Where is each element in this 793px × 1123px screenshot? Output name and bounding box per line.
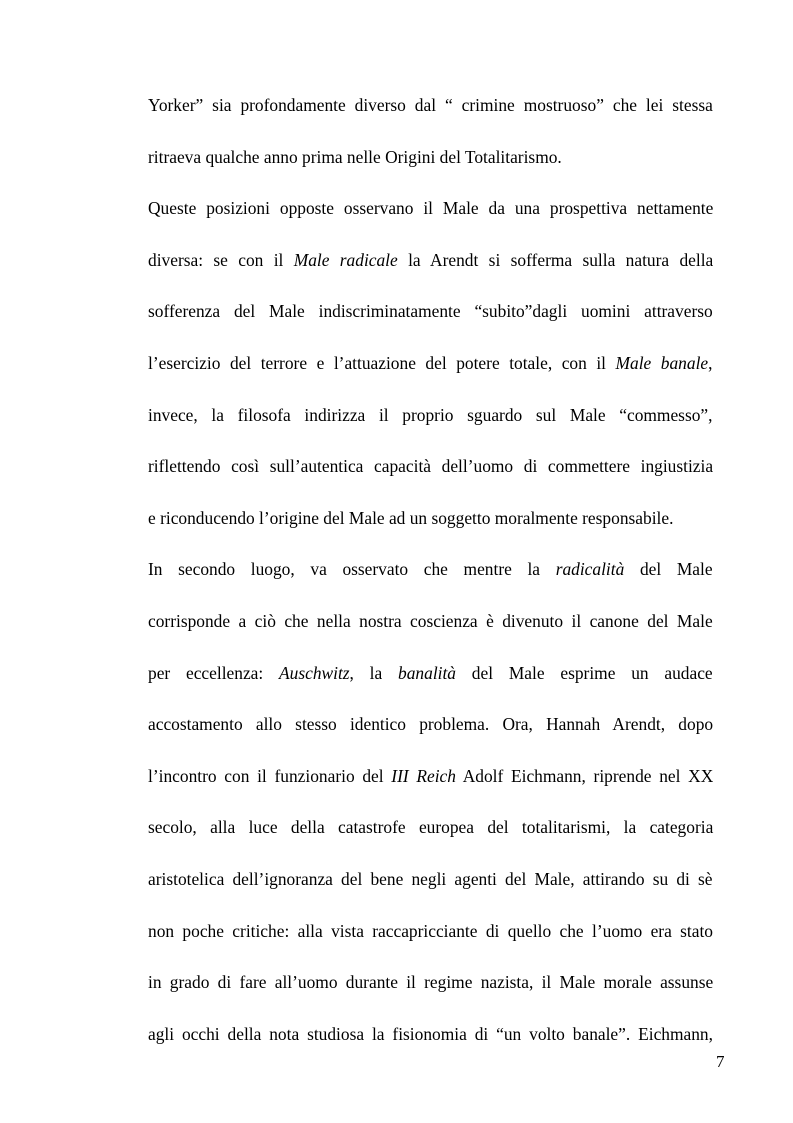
- text-line: [148, 714, 713, 734]
- text-segment: Queste posizioni opposte osservano il Male da una prospettiva nettamente: [148, 198, 714, 219]
- italic-term: Auschwitz: [279, 662, 350, 683]
- text-segment: In secondo luogo, va osservato che mentre la: [148, 559, 556, 580]
- text-line: [148, 1024, 713, 1044]
- text-segment: del Male: [624, 559, 713, 580]
- text-segment: diversa: se con il: [148, 249, 294, 270]
- text-line: [148, 250, 713, 270]
- text-segment: la Arendt si sofferma sulla natura della: [397, 249, 714, 270]
- text-line: [148, 405, 712, 425]
- italic-term: Male radicale: [293, 249, 398, 270]
- text-segment: in grado di fare all’uomo durante il regime nazista, il Male morale assunse: [148, 972, 714, 993]
- text-segment: agli occhi della nota studiosa la fisionomia di “un volto banale”. Eichmann,: [148, 1023, 713, 1044]
- italic-term: banalità: [398, 662, 457, 683]
- text-line: [148, 972, 713, 992]
- text-line: [148, 508, 673, 528]
- text-line: [148, 456, 713, 476]
- italic-term: radicalità: [555, 559, 625, 580]
- italic-term: Male banale: [615, 353, 709, 373]
- text-line: [148, 817, 713, 837]
- text-segment: Yorker” sia profondamente diverso dal “ crimine mostruoso” che lei stessa: [148, 95, 713, 115]
- text-segment: del Male esprime un audace: [456, 662, 713, 683]
- text-segment: ritraeva qualche anno prima nelle Origini del Totalitarismo.: [148, 146, 562, 167]
- text-segment: l’incontro con il funzionario del: [148, 765, 392, 786]
- text-segment: aristotelica dell’ignoranza del bene negli agenti del Male, attirando su di sè: [148, 869, 713, 889]
- text-line: [148, 147, 562, 167]
- text-segment: riflettendo così sull’autentica capacità dell’uomo di commettere ingiustizia: [148, 456, 714, 477]
- text-segment: corrisponde a ciò che nella nostra coscienza è divenuto il canone del Male: [148, 611, 713, 631]
- text-segment: e riconducendo l’origine del Male ad un soggetto moralmente responsabile.: [148, 507, 674, 528]
- text-line: [148, 198, 713, 218]
- text-line: [148, 611, 713, 631]
- page-number: 7: [716, 1052, 725, 1071]
- text-segment: , la: [349, 662, 399, 683]
- text-line: [148, 766, 713, 786]
- italic-term: III Reich: [391, 765, 456, 786]
- text-segment: l’esercizio del terrore e l’attuazione del potere totale, con il: [148, 353, 616, 373]
- text-segment: invece, la filosofa indirizza il proprio sguardo sul Male “commesso”,: [148, 404, 713, 425]
- text-line: [148, 921, 713, 941]
- text-segment: per eccellenza:: [148, 662, 280, 683]
- text-line: [148, 95, 713, 115]
- text-segment: accostamento allo stesso identico problema. Ora, Hannah Arendt, dopo: [148, 714, 714, 735]
- text-line: [148, 559, 713, 579]
- text-segment: ,: [708, 353, 713, 373]
- text-line: [148, 869, 713, 889]
- text-line: [148, 353, 712, 373]
- text-segment: sofferenza del Male indiscriminatamente “subito”dagli uomini attraverso: [148, 301, 713, 322]
- text-line: [148, 301, 713, 321]
- text-line: [148, 663, 713, 683]
- text-segment: non poche critiche: alla vista raccapricciante di quello che l’uomo era stato: [148, 920, 714, 941]
- text-segment: Adolf Eichmann, riprende nel XX: [455, 765, 714, 786]
- text-segment: secolo, alla luce della catastrofe europea del totalitarismi, la categoria: [148, 817, 714, 838]
